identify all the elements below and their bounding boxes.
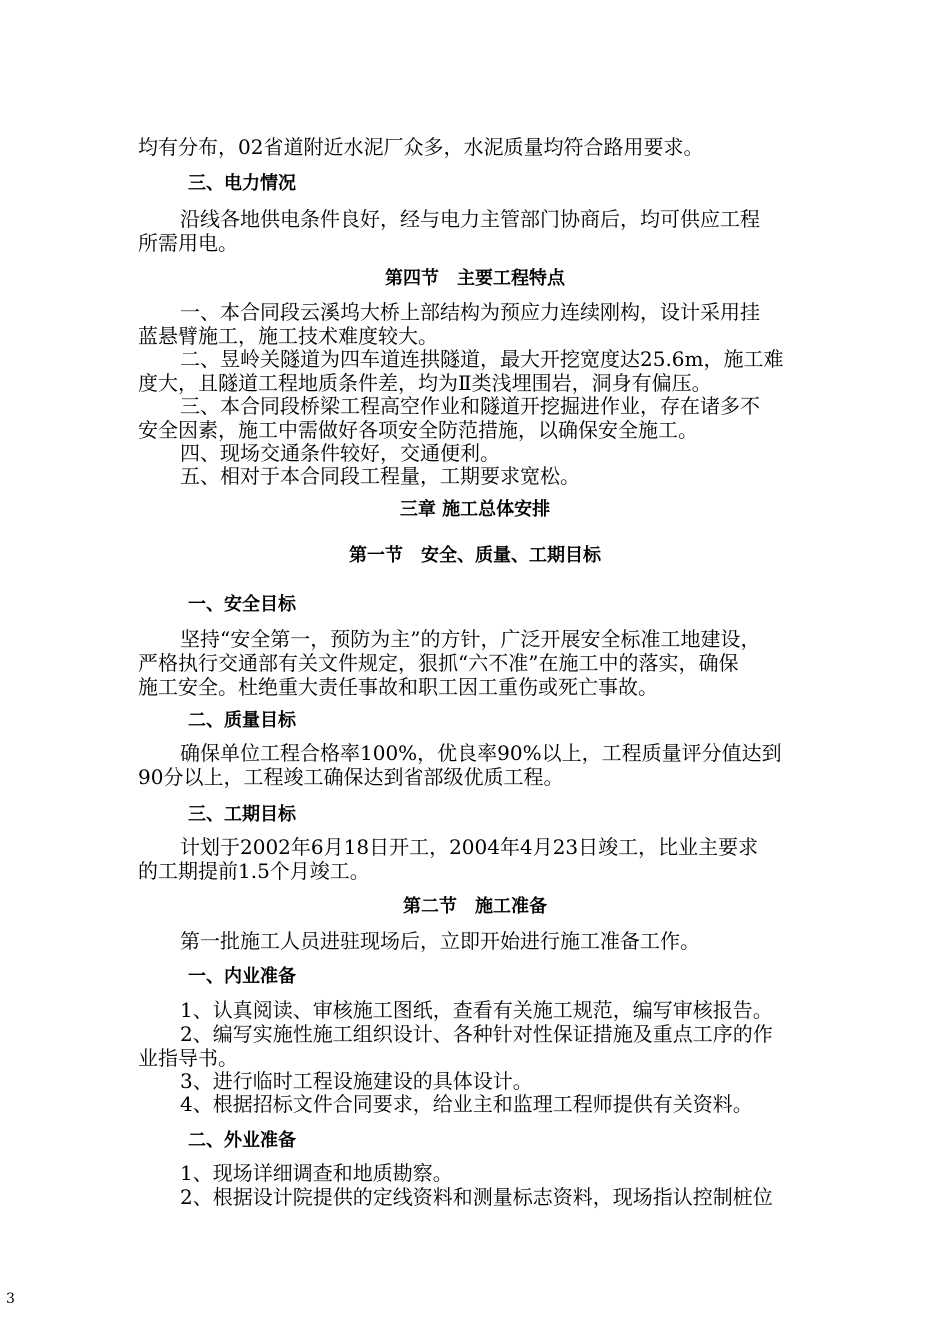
section-title: 第四节 主要工程特点: [385, 268, 565, 289]
paragraph-line: 2、根据设计院提供的定线资料和测量标志资料，现场指认控制桩位: [180, 1185, 773, 1209]
paragraph-line: 第一批施工人员进驻现场后，立即开始进行施工准备工作。: [180, 929, 700, 953]
section-title: 第一节 安全、质量、工期目标: [349, 545, 601, 566]
paragraph-line: 严格执行交通部有关文件规定，狠抓“六不准”在施工中的落实，确保: [138, 651, 739, 675]
paragraph-line: 坚持“安全第一，预防为主”的方针，广泛开展安全标准工地建设，: [180, 627, 761, 651]
paragraph-line: 沿线各地供电条件良好，经与电力主管部门协商后，均可供应工程: [180, 207, 760, 231]
paragraph-line: 施工安全。杜绝重大责任事故和职工因工重伤或死亡事故。: [138, 675, 658, 699]
paragraph-line: 90分以上，工程竣工确保达到省部级优质工程。: [138, 765, 564, 789]
paragraph-line: 计划于2002年6月18日开工，2004年4月23日竣工，比业主要求: [180, 835, 759, 859]
paragraph-line: 所需用电。: [138, 231, 238, 255]
paragraph-line: 确保单位工程合格率100%，优良率90%以上，工程质量评分值达到: [180, 741, 782, 765]
section-heading: 二、质量目标: [188, 710, 296, 731]
paragraph-line: 蓝悬臂施工，施工技术难度较大。: [138, 324, 438, 348]
paragraph-line: 均有分布，02省道附近水泥厂众多，水泥质量均符合路用要求。: [138, 135, 704, 159]
chapter-title: 三章 施工总体安排: [399, 499, 551, 520]
section-heading: 二、外业准备: [188, 1130, 296, 1151]
section-heading: 三、电力情况: [188, 173, 296, 194]
section-heading: 一、安全目标: [188, 594, 296, 615]
paragraph-line: 二、昱岭关隧道为四车道连拱隧道，最大开挖宽度达25.6m，施工难: [180, 347, 784, 371]
paragraph-line: 四、现场交通条件较好，交通便利。: [180, 441, 500, 465]
paragraph-line: 度大，且隧道工程地质条件差，均为Ⅱ类浅埋围岩，洞身有偏压。: [138, 371, 712, 395]
paragraph-line: 3、进行临时工程设施建设的具体设计。: [180, 1069, 533, 1093]
paragraph-line: 三、本合同段桥梁工程高空作业和隧道开挖掘进作业，存在诸多不: [180, 394, 760, 418]
paragraph-line: 的工期提前1.5个月竣工。: [138, 859, 370, 883]
paragraph-line: 1、现场详细调查和地质勘察。: [180, 1161, 453, 1185]
section-title: 第二节 施工准备: [403, 896, 547, 917]
paragraph-line: 2、编写实施性施工组织设计、各种针对性保证措施及重点工序的作: [180, 1022, 773, 1046]
paragraph-line: 1、认真阅读、审核施工图纸，查看有关施工规范，编写审核报告。: [180, 998, 773, 1022]
section-heading: 三、工期目标: [188, 804, 296, 825]
section-heading: 一、内业准备: [188, 966, 296, 987]
paragraph-line: 一、本合同段云溪坞大桥上部结构为预应力连续刚构，设计采用挂: [180, 300, 760, 324]
paragraph-line: 4、根据招标文件合同要求，给业主和监理工程师提供有关资料。: [180, 1092, 753, 1116]
paragraph-line: 业指导书。: [138, 1046, 238, 1070]
page-number: 3: [6, 1291, 15, 1307]
paragraph-line: 安全因素，施工中需做好各项安全防范措施，以确保安全施工。: [138, 418, 698, 442]
paragraph-line: 五、相对于本合同段工程量，工期要求宽松。: [180, 464, 580, 488]
